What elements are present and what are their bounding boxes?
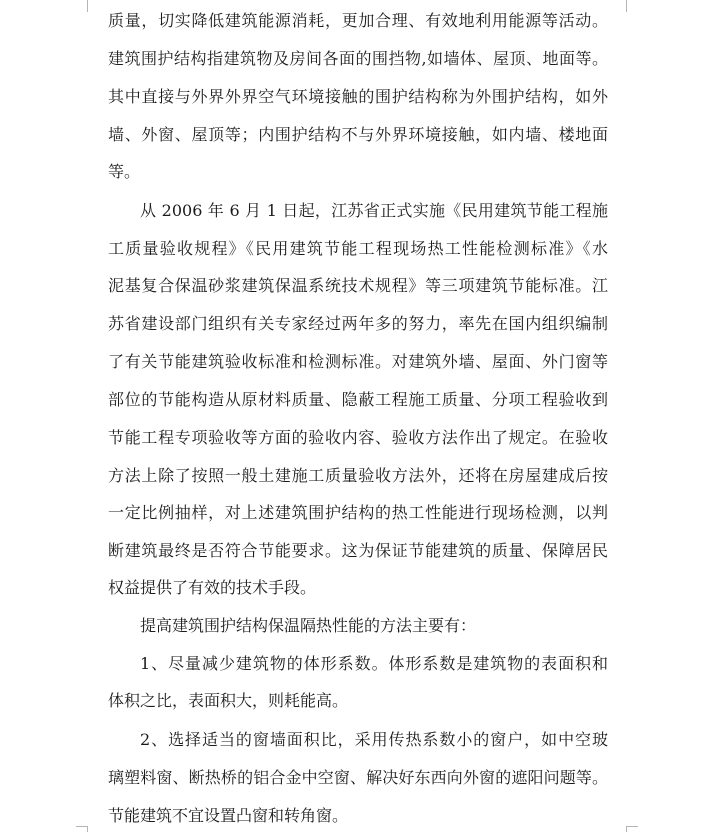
text-line: 2、选择适当的窗墙面积比，采用传热系数小的窗户，如中空玻 bbox=[140, 730, 608, 749]
text-line: 苏省建设部门组织有关专家经过两年多的努力，率先在国内组织编制 bbox=[108, 314, 608, 333]
text-line: 1、尽量减少建筑物的体形系数。体形系数是建筑物的表面积和 bbox=[140, 654, 608, 673]
text-line: 体积之比，表面积大，则耗能高。 bbox=[108, 691, 349, 710]
text-line: 等。 bbox=[108, 162, 141, 181]
text-line: 节能工程专项验收等方面的验收内容、验收方法作出了规定。在验收 bbox=[108, 428, 608, 447]
text-line: 其中直接与外界外界空气环境接触的围护结构称为外围护结构，如外 bbox=[108, 87, 608, 106]
text-line: 方法上除了按照一般土建施工质量验收方法外，还将在房屋建成后按 bbox=[108, 466, 608, 485]
text-line: 断建筑最终是否符合节能要求。这为保证节能建筑的质量、保障居民 bbox=[108, 541, 608, 560]
text-line: 权益提供了有效的技术手段。 bbox=[108, 578, 317, 597]
text-line: 节能建筑不宜设置凸窗和转角窗。 bbox=[108, 806, 349, 825]
text-line: 一定比例抽样，对上述建筑围护结构的热工性能进行现场检测，以判 bbox=[108, 503, 608, 522]
text-line: 部位的节能构造从原材料质量、隐蔽工程施工质量、分项工程验收到 bbox=[108, 390, 608, 409]
corner-mark-bottom-right-h bbox=[626, 826, 638, 827]
text-line: 了有关节能建筑验收标准和检测标准。对建筑外墙、屋面、外门窗等 bbox=[108, 352, 608, 371]
text-line: 质量，切实降低建筑能源消耗，更加合理、有效地利用能源等活动。 bbox=[108, 11, 608, 30]
text-line: 提高建筑围护结构保温隔热性能的方法主要有： bbox=[140, 616, 477, 635]
text-line: 泥基复合保温砂浆建筑保温系统技术规程》等三项建筑节能标准。江 bbox=[108, 276, 608, 295]
text-line: 璃塑料窗、断热桥的铝合金中空窗、解决好东西向外窗的遮阳问题等。 bbox=[108, 768, 608, 787]
text-line: 建筑围护结构指建筑物及房间各面的围挡物,如墙体、屋顶、地面等。 bbox=[108, 49, 608, 68]
text-line: 工质量验收规程》《民用建筑节能工程现场热工性能检测标准》《水 bbox=[108, 239, 608, 258]
text-line: 墙、外窗、屋顶等；内围护结构不与外界环境接触，如内墙、楼地面 bbox=[108, 125, 608, 144]
corner-mark-top-right-v bbox=[626, 0, 627, 12]
corner-mark-bottom-right-v bbox=[626, 826, 627, 832]
text-line: 从 2006 年 6 月 1 日起，江苏省正式实施《民用建筑节能工程施 bbox=[140, 201, 608, 220]
corner-mark-bottom-left-v bbox=[87, 826, 88, 832]
corner-mark-top-left-v bbox=[87, 0, 88, 12]
